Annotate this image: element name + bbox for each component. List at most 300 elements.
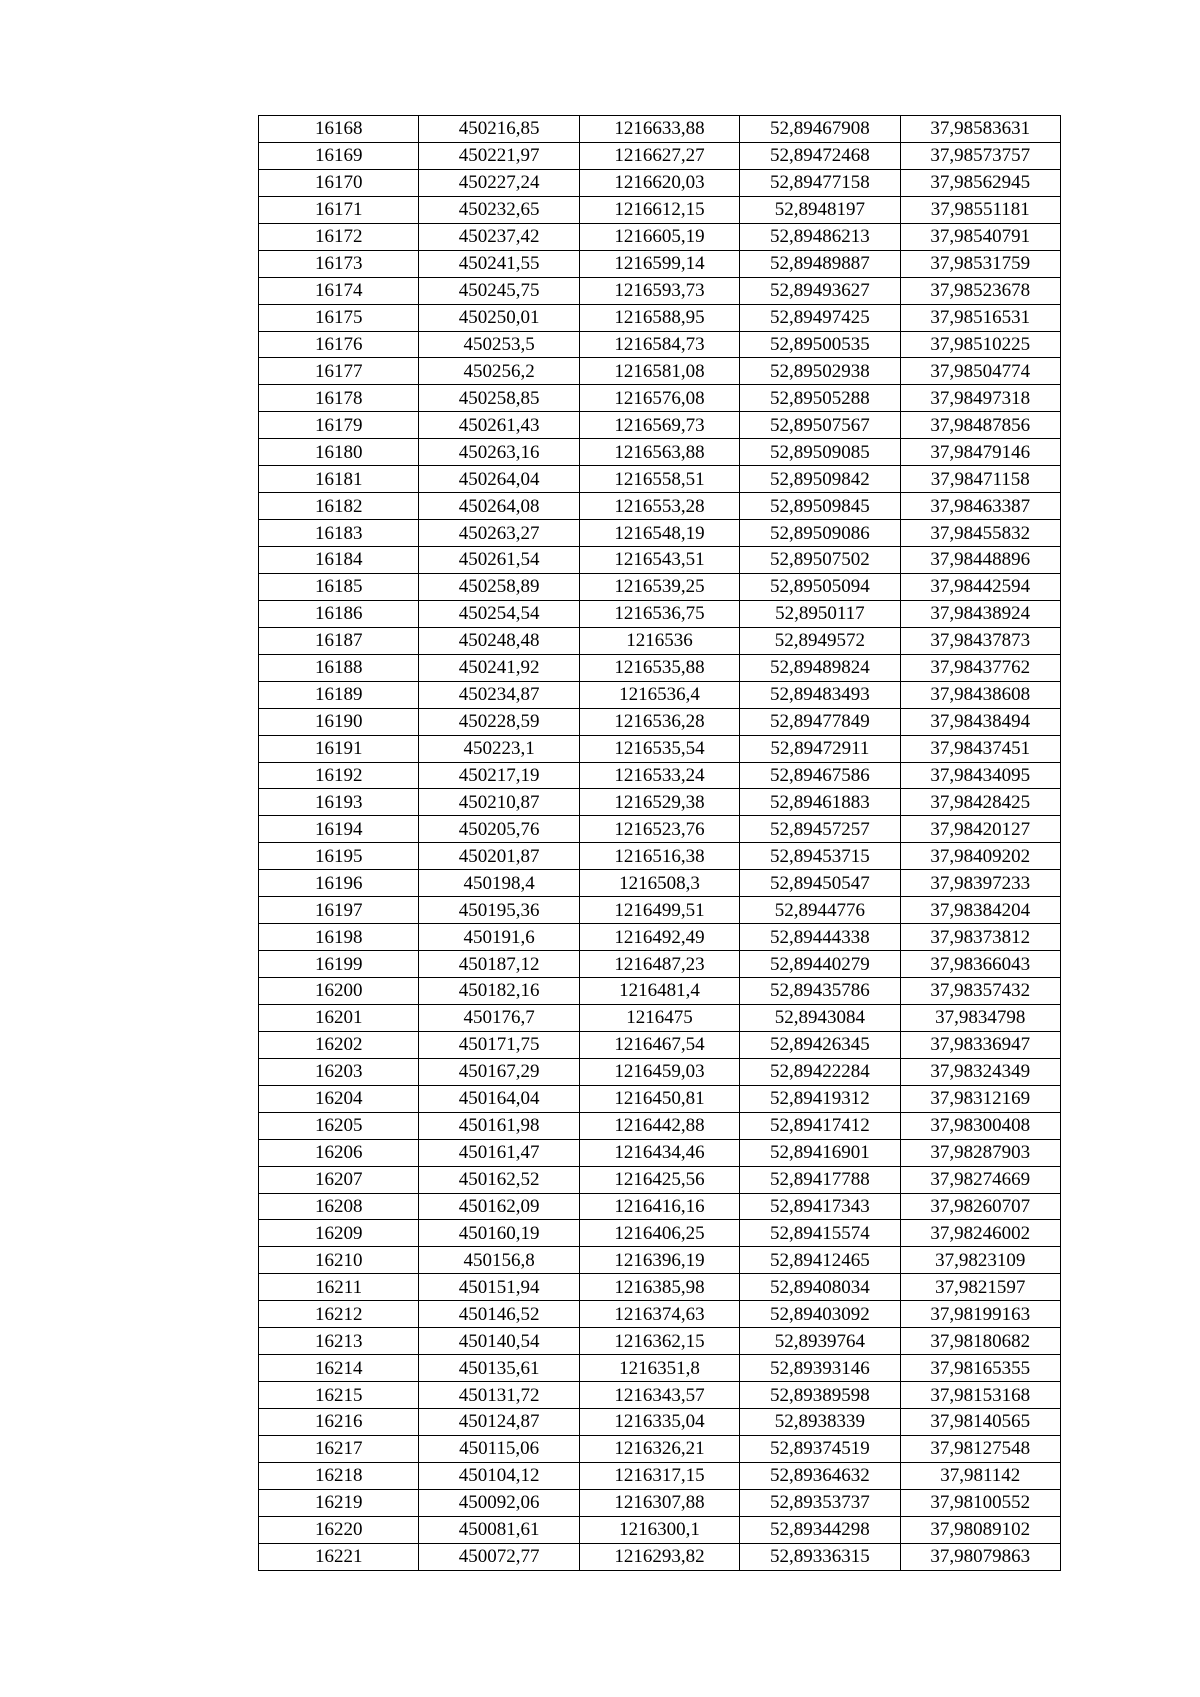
y-coordinate-cell: 1216558,51 (579, 466, 739, 493)
point-number-cell: 16169 (259, 142, 419, 169)
x-coordinate-cell: 450164,04 (419, 1085, 579, 1112)
y-coordinate-cell: 1216335,04 (579, 1409, 739, 1436)
table-row (259, 116, 1061, 143)
point-number-cell: 16219 (259, 1489, 419, 1516)
x-coordinate-cell: 450237,42 (419, 223, 579, 250)
table-row (259, 978, 1061, 1005)
y-coordinate-cell: 1216343,57 (579, 1382, 739, 1409)
latitude-cell: 52,89483493 (740, 681, 900, 708)
longitude-cell: 37,98455832 (900, 520, 1060, 547)
longitude-cell: 37,98442594 (900, 573, 1060, 600)
table-row (259, 897, 1061, 924)
latitude-cell: 52,8938339 (740, 1409, 900, 1436)
longitude-cell: 37,98437762 (900, 654, 1060, 681)
latitude-cell: 52,89364632 (740, 1462, 900, 1489)
y-coordinate-cell: 1216620,03 (579, 169, 739, 196)
x-coordinate-cell: 450227,24 (419, 169, 579, 196)
point-number-cell: 16205 (259, 1112, 419, 1139)
longitude-cell: 37,98357432 (900, 978, 1060, 1005)
table-row (259, 1462, 1061, 1489)
table-row (259, 762, 1061, 789)
x-coordinate-cell: 450217,19 (419, 762, 579, 789)
latitude-cell: 52,89497425 (740, 304, 900, 331)
point-number-cell: 16217 (259, 1435, 419, 1462)
y-coordinate-cell: 1216487,23 (579, 951, 739, 978)
x-coordinate-cell: 450162,09 (419, 1193, 579, 1220)
table-row (259, 412, 1061, 439)
table-row (259, 439, 1061, 466)
y-coordinate-cell: 1216351,8 (579, 1355, 739, 1382)
table-row (259, 1274, 1061, 1301)
x-coordinate-cell: 450140,54 (419, 1328, 579, 1355)
point-number-cell: 16187 (259, 627, 419, 654)
longitude-cell: 37,98079863 (900, 1543, 1060, 1570)
longitude-cell: 37,98428425 (900, 789, 1060, 816)
longitude-cell: 37,98274669 (900, 1166, 1060, 1193)
latitude-cell: 52,89336315 (740, 1543, 900, 1570)
y-coordinate-cell: 1216459,03 (579, 1058, 739, 1085)
latitude-cell: 52,89393146 (740, 1355, 900, 1382)
y-coordinate-cell: 1216516,38 (579, 843, 739, 870)
y-coordinate-cell: 1216450,81 (579, 1085, 739, 1112)
longitude-cell: 37,98531759 (900, 250, 1060, 277)
latitude-cell: 52,89440279 (740, 951, 900, 978)
table-row (259, 1516, 1061, 1543)
y-coordinate-cell: 1216553,28 (579, 493, 739, 520)
longitude-cell: 37,98497318 (900, 385, 1060, 412)
table-row (259, 547, 1061, 574)
y-coordinate-cell: 1216533,24 (579, 762, 739, 789)
longitude-cell: 37,98434095 (900, 762, 1060, 789)
table-row (259, 493, 1061, 520)
x-coordinate-cell: 450156,8 (419, 1247, 579, 1274)
table-row (259, 520, 1061, 547)
x-coordinate-cell: 450216,85 (419, 116, 579, 143)
x-coordinate-cell: 450245,75 (419, 277, 579, 304)
table-row (259, 1543, 1061, 1570)
point-number-cell: 16182 (259, 493, 419, 520)
latitude-cell: 52,89457257 (740, 816, 900, 843)
latitude-cell: 52,89415574 (740, 1220, 900, 1247)
point-number-cell: 16215 (259, 1382, 419, 1409)
point-number-cell: 16209 (259, 1220, 419, 1247)
latitude-cell: 52,89467908 (740, 116, 900, 143)
y-coordinate-cell: 1216539,25 (579, 573, 739, 600)
y-coordinate-cell: 1216633,88 (579, 116, 739, 143)
latitude-cell: 52,89403092 (740, 1301, 900, 1328)
x-coordinate-cell: 450195,36 (419, 897, 579, 924)
point-number-cell: 16193 (259, 789, 419, 816)
longitude-cell: 37,98373812 (900, 924, 1060, 951)
point-number-cell: 16196 (259, 870, 419, 897)
table-row (259, 1355, 1061, 1382)
latitude-cell: 52,89500535 (740, 331, 900, 358)
latitude-cell: 52,89417412 (740, 1112, 900, 1139)
y-coordinate-cell: 1216535,88 (579, 654, 739, 681)
table-row (259, 843, 1061, 870)
y-coordinate-cell: 1216543,51 (579, 547, 739, 574)
y-coordinate-cell: 1216300,1 (579, 1516, 739, 1543)
table-row (259, 951, 1061, 978)
x-coordinate-cell: 450104,12 (419, 1462, 579, 1489)
table-row (259, 627, 1061, 654)
latitude-cell: 52,89344298 (740, 1516, 900, 1543)
longitude-cell: 37,98246002 (900, 1220, 1060, 1247)
point-number-cell: 16204 (259, 1085, 419, 1112)
point-number-cell: 16220 (259, 1516, 419, 1543)
table-row (259, 708, 1061, 735)
point-number-cell: 16221 (259, 1543, 419, 1570)
longitude-cell: 37,98437451 (900, 735, 1060, 762)
latitude-cell: 52,89450547 (740, 870, 900, 897)
point-number-cell: 16173 (259, 250, 419, 277)
latitude-cell: 52,89507567 (740, 412, 900, 439)
x-coordinate-cell: 450258,85 (419, 385, 579, 412)
table-row (259, 1328, 1061, 1355)
table-row (259, 331, 1061, 358)
y-coordinate-cell: 1216536 (579, 627, 739, 654)
latitude-cell: 52,89419312 (740, 1085, 900, 1112)
point-number-cell: 16190 (259, 708, 419, 735)
latitude-cell: 52,89412465 (740, 1247, 900, 1274)
point-number-cell: 16207 (259, 1166, 419, 1193)
table-row (259, 654, 1061, 681)
point-number-cell: 16214 (259, 1355, 419, 1382)
table-row (259, 1301, 1061, 1328)
table-row (259, 250, 1061, 277)
table-row (259, 1247, 1061, 1274)
point-number-cell: 16213 (259, 1328, 419, 1355)
longitude-cell: 37,98260707 (900, 1193, 1060, 1220)
y-coordinate-cell: 1216548,19 (579, 520, 739, 547)
coordinates-table-body (259, 116, 1061, 1571)
latitude-cell: 52,89489824 (740, 654, 900, 681)
point-number-cell: 16212 (259, 1301, 419, 1328)
y-coordinate-cell: 1216535,54 (579, 735, 739, 762)
latitude-cell: 52,89416901 (740, 1139, 900, 1166)
table-row (259, 1489, 1061, 1516)
table-row (259, 1139, 1061, 1166)
longitude-cell: 37,98100552 (900, 1489, 1060, 1516)
longitude-cell: 37,98199163 (900, 1301, 1060, 1328)
table-row (259, 870, 1061, 897)
y-coordinate-cell: 1216481,4 (579, 978, 739, 1005)
latitude-cell: 52,89477158 (740, 169, 900, 196)
y-coordinate-cell: 1216475 (579, 1004, 739, 1031)
x-coordinate-cell: 450161,98 (419, 1112, 579, 1139)
latitude-cell: 52,8948197 (740, 196, 900, 223)
y-coordinate-cell: 1216536,28 (579, 708, 739, 735)
longitude-cell: 37,98471158 (900, 466, 1060, 493)
x-coordinate-cell: 450210,87 (419, 789, 579, 816)
table-row (259, 735, 1061, 762)
y-coordinate-cell: 1216317,15 (579, 1462, 739, 1489)
longitude-cell: 37,98384204 (900, 897, 1060, 924)
y-coordinate-cell: 1216569,73 (579, 412, 739, 439)
longitude-cell: 37,98409202 (900, 843, 1060, 870)
table-row (259, 1031, 1061, 1058)
latitude-cell: 52,89507502 (740, 547, 900, 574)
point-number-cell: 16176 (259, 331, 419, 358)
latitude-cell: 52,89505288 (740, 385, 900, 412)
x-coordinate-cell: 450205,76 (419, 816, 579, 843)
table-row (259, 681, 1061, 708)
y-coordinate-cell: 1216416,16 (579, 1193, 739, 1220)
x-coordinate-cell: 450182,16 (419, 978, 579, 1005)
table-row (259, 1085, 1061, 1112)
table-row (259, 1409, 1061, 1436)
x-coordinate-cell: 450092,06 (419, 1489, 579, 1516)
longitude-cell: 37,98583631 (900, 116, 1060, 143)
x-coordinate-cell: 450258,89 (419, 573, 579, 600)
x-coordinate-cell: 450254,54 (419, 600, 579, 627)
y-coordinate-cell: 1216396,19 (579, 1247, 739, 1274)
x-coordinate-cell: 450198,4 (419, 870, 579, 897)
latitude-cell: 52,89472911 (740, 735, 900, 762)
longitude-cell: 37,98165355 (900, 1355, 1060, 1382)
coordinates-table (258, 115, 1061, 1571)
latitude-cell: 52,89467586 (740, 762, 900, 789)
point-number-cell: 16192 (259, 762, 419, 789)
point-number-cell: 16195 (259, 843, 419, 870)
point-number-cell: 16194 (259, 816, 419, 843)
x-coordinate-cell: 450162,52 (419, 1166, 579, 1193)
x-coordinate-cell: 450161,47 (419, 1139, 579, 1166)
table-row (259, 223, 1061, 250)
longitude-cell: 37,98140565 (900, 1409, 1060, 1436)
longitude-cell: 37,98312169 (900, 1085, 1060, 1112)
x-coordinate-cell: 450191,6 (419, 924, 579, 951)
table-row (259, 600, 1061, 627)
point-number-cell: 16170 (259, 169, 419, 196)
x-coordinate-cell: 450263,16 (419, 439, 579, 466)
y-coordinate-cell: 1216576,08 (579, 385, 739, 412)
y-coordinate-cell: 1216536,4 (579, 681, 739, 708)
latitude-cell: 52,89509086 (740, 520, 900, 547)
x-coordinate-cell: 450250,01 (419, 304, 579, 331)
point-number-cell: 16206 (259, 1139, 419, 1166)
point-number-cell: 16189 (259, 681, 419, 708)
y-coordinate-cell: 1216499,51 (579, 897, 739, 924)
table-row (259, 1058, 1061, 1085)
table-row (259, 1435, 1061, 1462)
point-number-cell: 16181 (259, 466, 419, 493)
point-number-cell: 16198 (259, 924, 419, 951)
latitude-cell: 52,89505094 (740, 573, 900, 600)
y-coordinate-cell: 1216326,21 (579, 1435, 739, 1462)
y-coordinate-cell: 1216434,46 (579, 1139, 739, 1166)
latitude-cell: 52,89489887 (740, 250, 900, 277)
longitude-cell: 37,98437873 (900, 627, 1060, 654)
x-coordinate-cell: 450241,55 (419, 250, 579, 277)
point-number-cell: 16174 (259, 277, 419, 304)
x-coordinate-cell: 450146,52 (419, 1301, 579, 1328)
point-number-cell: 16168 (259, 116, 419, 143)
latitude-cell: 52,89461883 (740, 789, 900, 816)
x-coordinate-cell: 450228,59 (419, 708, 579, 735)
latitude-cell: 52,89374519 (740, 1435, 900, 1462)
longitude-cell: 37,98287903 (900, 1139, 1060, 1166)
longitude-cell: 37,98397233 (900, 870, 1060, 897)
table-row (259, 169, 1061, 196)
longitude-cell: 37,98336947 (900, 1031, 1060, 1058)
longitude-cell: 37,98540791 (900, 223, 1060, 250)
y-coordinate-cell: 1216442,88 (579, 1112, 739, 1139)
y-coordinate-cell: 1216605,19 (579, 223, 739, 250)
latitude-cell: 52,89422284 (740, 1058, 900, 1085)
x-coordinate-cell: 450234,87 (419, 681, 579, 708)
x-coordinate-cell: 450264,08 (419, 493, 579, 520)
latitude-cell: 52,89509085 (740, 439, 900, 466)
y-coordinate-cell: 1216508,3 (579, 870, 739, 897)
y-coordinate-cell: 1216374,63 (579, 1301, 739, 1328)
y-coordinate-cell: 1216492,49 (579, 924, 739, 951)
latitude-cell: 52,89509842 (740, 466, 900, 493)
point-number-cell: 16178 (259, 385, 419, 412)
longitude-cell: 37,98180682 (900, 1328, 1060, 1355)
latitude-cell: 52,89353737 (740, 1489, 900, 1516)
x-coordinate-cell: 450223,1 (419, 735, 579, 762)
point-number-cell: 16172 (259, 223, 419, 250)
latitude-cell: 52,89486213 (740, 223, 900, 250)
y-coordinate-cell: 1216425,56 (579, 1166, 739, 1193)
latitude-cell: 52,89472468 (740, 142, 900, 169)
y-coordinate-cell: 1216588,95 (579, 304, 739, 331)
longitude-cell: 37,98479146 (900, 439, 1060, 466)
x-coordinate-cell: 450131,72 (419, 1382, 579, 1409)
table-row (259, 358, 1061, 385)
latitude-cell: 52,8949572 (740, 627, 900, 654)
point-number-cell: 16171 (259, 196, 419, 223)
longitude-cell: 37,9823109 (900, 1247, 1060, 1274)
latitude-cell: 52,89417343 (740, 1193, 900, 1220)
longitude-cell: 37,98438608 (900, 681, 1060, 708)
x-coordinate-cell: 450221,97 (419, 142, 579, 169)
x-coordinate-cell: 450248,48 (419, 627, 579, 654)
table-row (259, 385, 1061, 412)
y-coordinate-cell: 1216563,88 (579, 439, 739, 466)
longitude-cell: 37,98089102 (900, 1516, 1060, 1543)
latitude-cell: 52,8939764 (740, 1328, 900, 1355)
point-number-cell: 16210 (259, 1247, 419, 1274)
latitude-cell: 52,89444338 (740, 924, 900, 951)
longitude-cell: 37,98127548 (900, 1435, 1060, 1462)
table-row (259, 816, 1061, 843)
x-coordinate-cell: 450261,54 (419, 547, 579, 574)
table-row (259, 142, 1061, 169)
table-row (259, 573, 1061, 600)
latitude-cell: 52,89509845 (740, 493, 900, 520)
y-coordinate-cell: 1216536,75 (579, 600, 739, 627)
y-coordinate-cell: 1216581,08 (579, 358, 739, 385)
latitude-cell: 52,89477849 (740, 708, 900, 735)
y-coordinate-cell: 1216467,54 (579, 1031, 739, 1058)
x-coordinate-cell: 450151,94 (419, 1274, 579, 1301)
y-coordinate-cell: 1216523,76 (579, 816, 739, 843)
point-number-cell: 16188 (259, 654, 419, 681)
y-coordinate-cell: 1216293,82 (579, 1543, 739, 1570)
point-number-cell: 16208 (259, 1193, 419, 1220)
y-coordinate-cell: 1216307,88 (579, 1489, 739, 1516)
point-number-cell: 16179 (259, 412, 419, 439)
point-number-cell: 16175 (259, 304, 419, 331)
y-coordinate-cell: 1216385,98 (579, 1274, 739, 1301)
x-coordinate-cell: 450241,92 (419, 654, 579, 681)
y-coordinate-cell: 1216406,25 (579, 1220, 739, 1247)
longitude-cell: 37,98463387 (900, 493, 1060, 520)
longitude-cell: 37,98516531 (900, 304, 1060, 331)
longitude-cell: 37,9821597 (900, 1274, 1060, 1301)
table-row (259, 1382, 1061, 1409)
longitude-cell: 37,98366043 (900, 951, 1060, 978)
point-number-cell: 16199 (259, 951, 419, 978)
table-row (259, 1112, 1061, 1139)
x-coordinate-cell: 450072,77 (419, 1543, 579, 1570)
latitude-cell: 52,8944776 (740, 897, 900, 924)
table-row (259, 1004, 1061, 1031)
x-coordinate-cell: 450160,19 (419, 1220, 579, 1247)
point-number-cell: 16201 (259, 1004, 419, 1031)
longitude-cell: 37,98504774 (900, 358, 1060, 385)
y-coordinate-cell: 1216362,15 (579, 1328, 739, 1355)
point-number-cell: 16183 (259, 520, 419, 547)
x-coordinate-cell: 450263,27 (419, 520, 579, 547)
point-number-cell: 16216 (259, 1409, 419, 1436)
latitude-cell: 52,8950117 (740, 600, 900, 627)
longitude-cell: 37,98153168 (900, 1382, 1060, 1409)
longitude-cell: 37,98562945 (900, 169, 1060, 196)
x-coordinate-cell: 450261,43 (419, 412, 579, 439)
y-coordinate-cell: 1216593,73 (579, 277, 739, 304)
x-coordinate-cell: 450256,2 (419, 358, 579, 385)
point-number-cell: 16218 (259, 1462, 419, 1489)
latitude-cell: 52,89426345 (740, 1031, 900, 1058)
longitude-cell: 37,981142 (900, 1462, 1060, 1489)
x-coordinate-cell: 450201,87 (419, 843, 579, 870)
point-number-cell: 16211 (259, 1274, 419, 1301)
x-coordinate-cell: 450232,65 (419, 196, 579, 223)
longitude-cell: 37,98487856 (900, 412, 1060, 439)
latitude-cell: 52,89408034 (740, 1274, 900, 1301)
table-row (259, 789, 1061, 816)
point-number-cell: 16186 (259, 600, 419, 627)
x-coordinate-cell: 450115,06 (419, 1435, 579, 1462)
point-number-cell: 16191 (259, 735, 419, 762)
x-coordinate-cell: 450167,29 (419, 1058, 579, 1085)
latitude-cell: 52,8943084 (740, 1004, 900, 1031)
longitude-cell: 37,98573757 (900, 142, 1060, 169)
table-row (259, 1220, 1061, 1247)
longitude-cell: 37,9834798 (900, 1004, 1060, 1031)
longitude-cell: 37,98300408 (900, 1112, 1060, 1139)
latitude-cell: 52,89493627 (740, 277, 900, 304)
longitude-cell: 37,98551181 (900, 196, 1060, 223)
point-number-cell: 16203 (259, 1058, 419, 1085)
y-coordinate-cell: 1216584,73 (579, 331, 739, 358)
longitude-cell: 37,98510225 (900, 331, 1060, 358)
longitude-cell: 37,98523678 (900, 277, 1060, 304)
longitude-cell: 37,98324349 (900, 1058, 1060, 1085)
latitude-cell: 52,89502938 (740, 358, 900, 385)
table-row (259, 277, 1061, 304)
point-number-cell: 16202 (259, 1031, 419, 1058)
x-coordinate-cell: 450253,5 (419, 331, 579, 358)
table-row (259, 466, 1061, 493)
latitude-cell: 52,89435786 (740, 978, 900, 1005)
table-row (259, 924, 1061, 951)
latitude-cell: 52,89453715 (740, 843, 900, 870)
x-coordinate-cell: 450124,87 (419, 1409, 579, 1436)
